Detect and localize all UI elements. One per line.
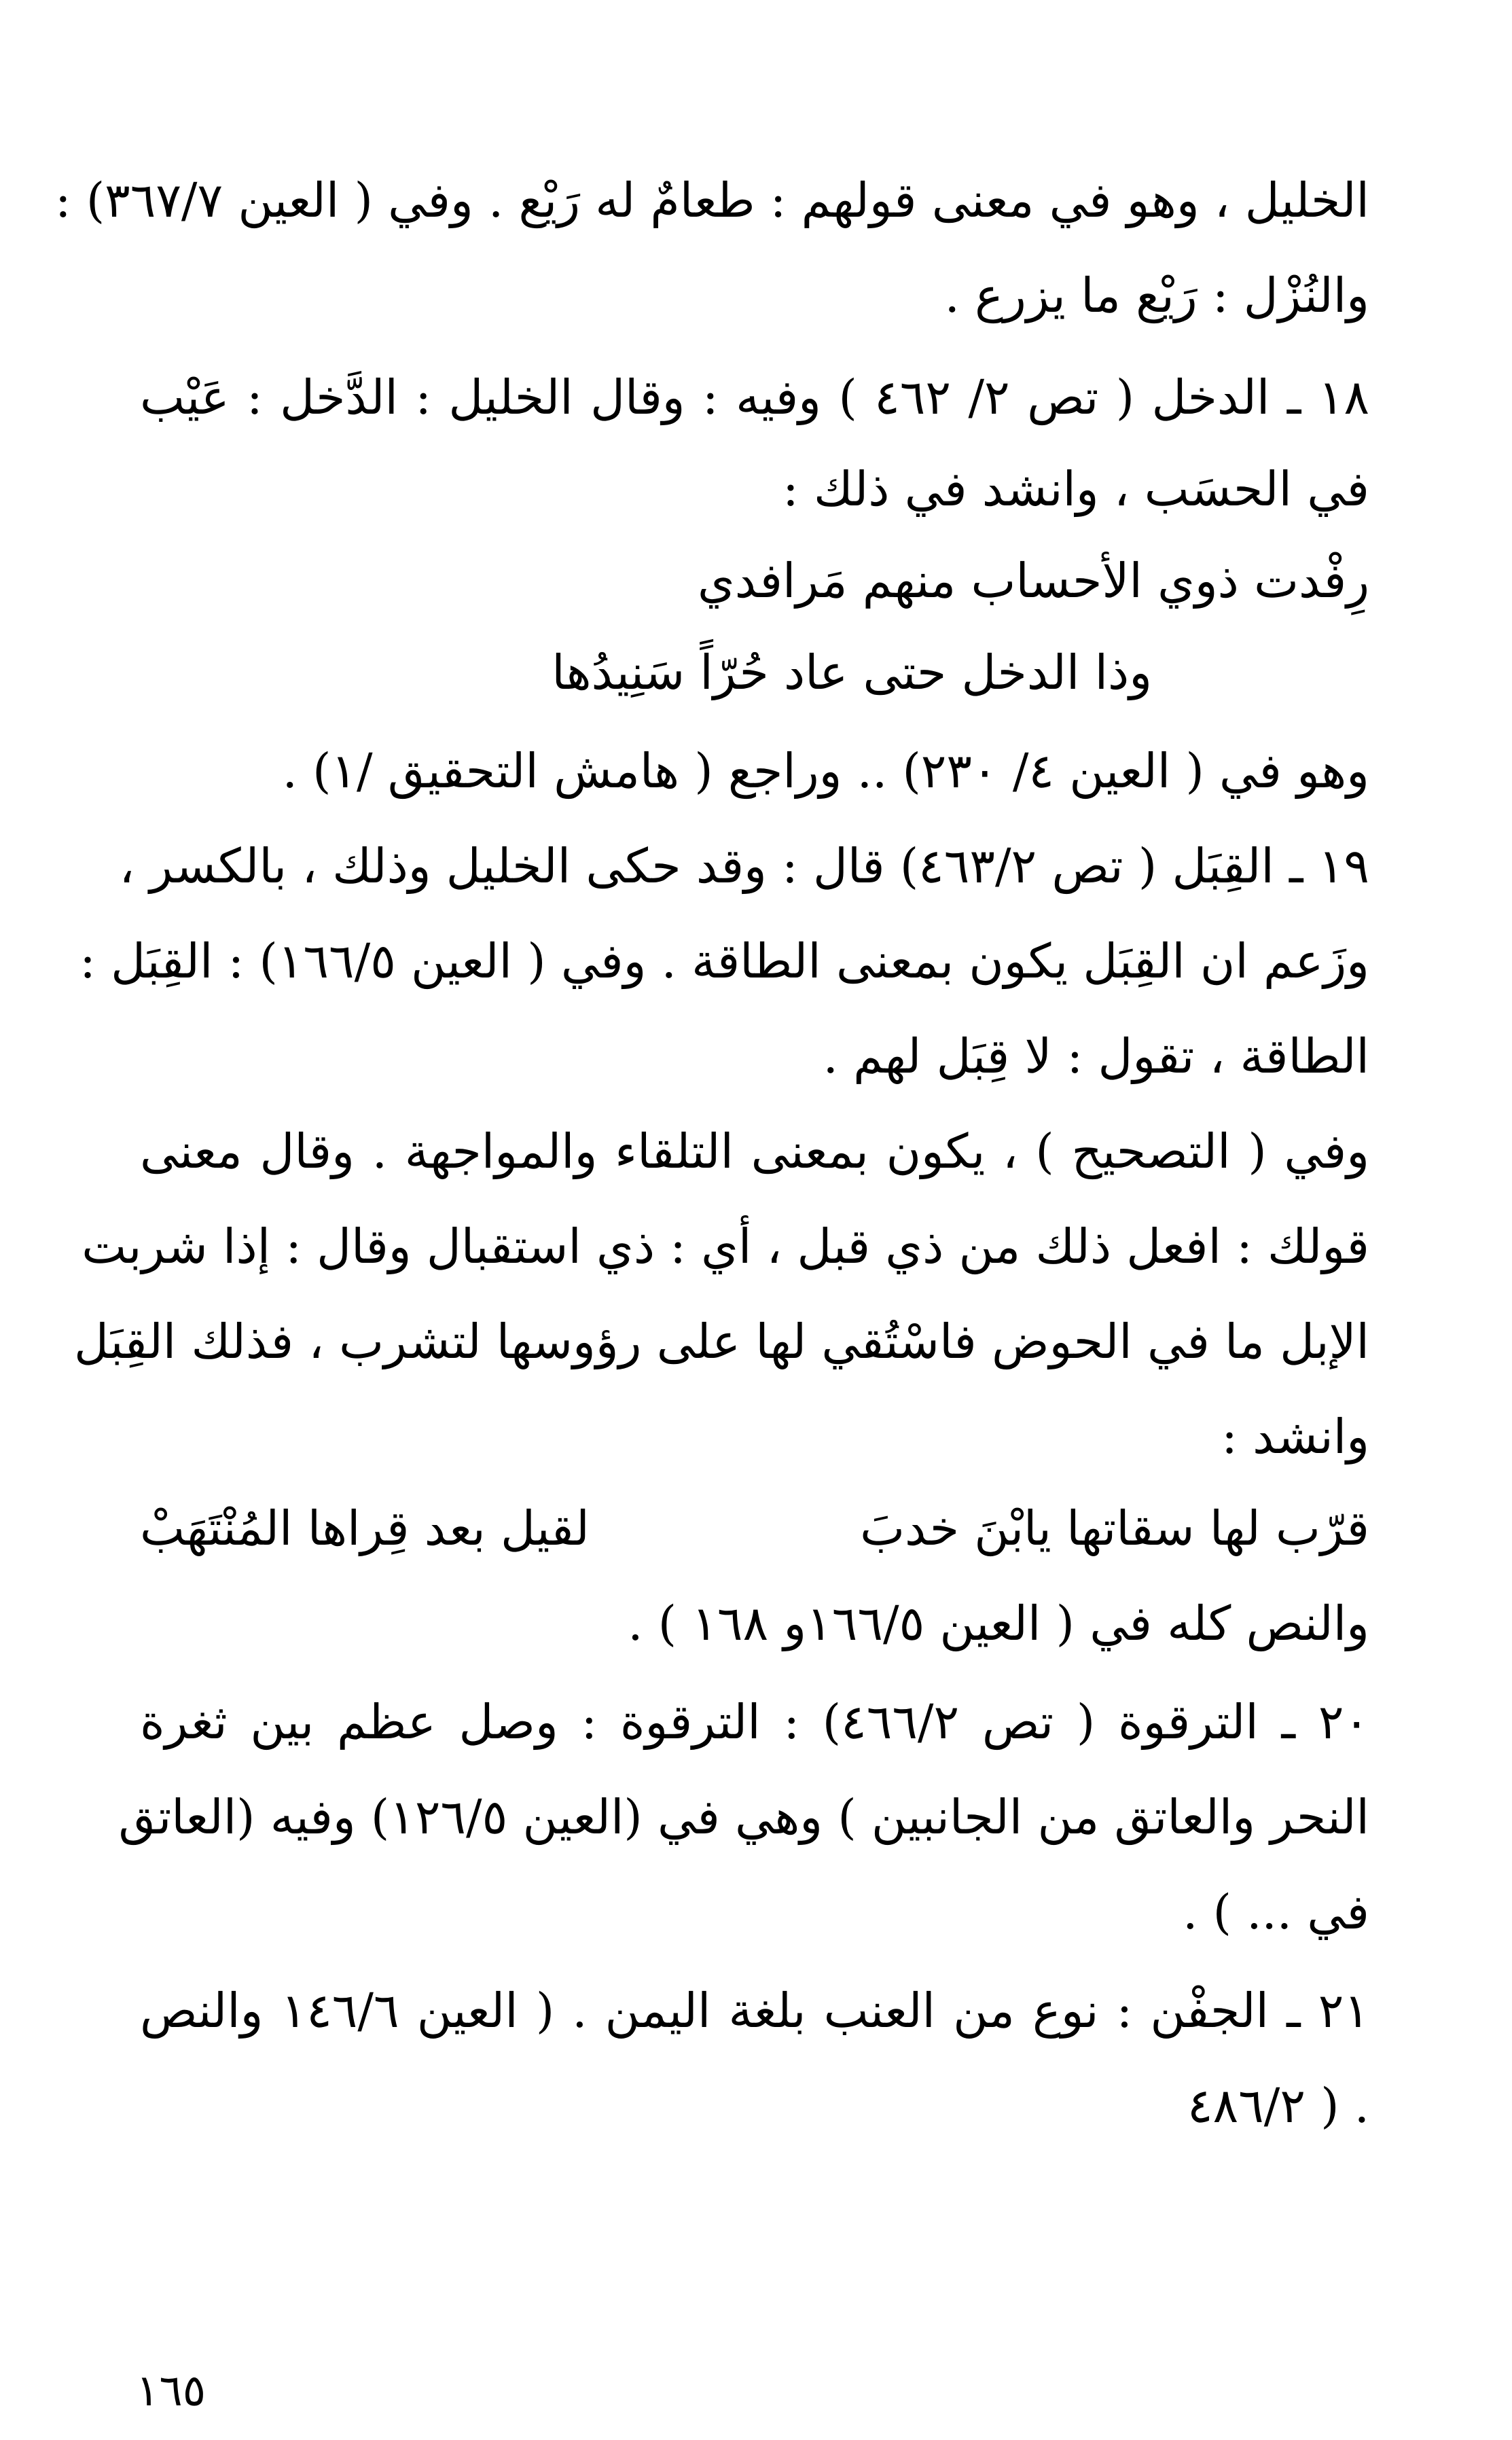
- text-line: ١٨ ـ الدخل ( تص ٢/ ٤٦٢ ) وفيه : وقال الخليل : الدَّخل : عَيْب: [140, 370, 1369, 425]
- text-line: ٤٨٦/٢ ) .: [1187, 2078, 1369, 2134]
- verse-hemistich-left: لقيل بعد قِراها المُنْتَهَبْ: [140, 1501, 590, 1556]
- text-line: وهو في ( العين ٤/ ٢٣٠) .. وراجع ( هامش التحقيق /١) .: [282, 743, 1369, 799]
- text-line: وفي ( التصحيح ) ، يكون بمعنى التلقاء والمواجهة . وقال معنى: [140, 1124, 1369, 1179]
- text-line: ٢١ ـ الجفْن : نوع من العنب بلغة اليمن . ( العين ١٤٦/٦ والنص: [140, 1983, 1369, 2039]
- page-number: ١٦٥: [136, 2366, 206, 2416]
- text-line: الطاقة ، تقول : لا قِبَل لهم .: [823, 1028, 1369, 1084]
- text-line: في ... ) .: [1183, 1884, 1369, 1940]
- text-line: ٢٠ ـ الترقوة ( تص ٤٦٦/٢) : الترقوة : وصل عظم بين ثغرة: [140, 1694, 1370, 1750]
- verse-line: رِفْدت ذوي الأحساب منهم مَرافدي: [697, 553, 1369, 609]
- text-line: وانشد :: [1221, 1409, 1369, 1465]
- text-line: الخليل ، وهو في معنى قولهم : طعامٌ له رَيْع . وفي ( العين ٣٦٧/٧) :: [54, 173, 1369, 228]
- text-line: الإبل ما في الحوض فاسْتُقي لها على رؤوسها لتشرب ، فذلك القِبَل: [73, 1314, 1369, 1369]
- text-line: قولك : افعل ذلك من ذي قبل ، أي : ذي استقبال وقال : إذا شربت: [82, 1219, 1369, 1274]
- verse-hemistich-right: قرّب لها سقاتها يابْنَ خدبَ: [860, 1501, 1369, 1556]
- text-line: ١٩ ـ القِبَل ( تص ٤٦٣/٢) قال : وقد حكى الخليل وذلك ، بالكسر ،: [119, 838, 1369, 894]
- verse-couplet: [140, 1494, 1369, 1562]
- verse-line: وذا الدخل حتى عاد حُرّاً سَنِيدُها: [552, 645, 1152, 700]
- text-line: وزَعم ان القِبَل يكون بمعنى الطاقة . وفي ( العين ١٦٦/٥) : القِبَل :: [79, 933, 1369, 989]
- text-line: والنُزْل : رَيْع ما يزرع .: [944, 268, 1369, 323]
- text-line: والنص كله في ( العين ١٦٦/٥و ١٦٨ ) .: [628, 1596, 1369, 1651]
- text-line: في الحسَب ، وانشد في ذلك :: [782, 461, 1369, 517]
- text-line: النحر والعاتق من الجانبين ) وهي في (العين ١٢٦/٥) وفيه (العاتق: [118, 1789, 1369, 1845]
